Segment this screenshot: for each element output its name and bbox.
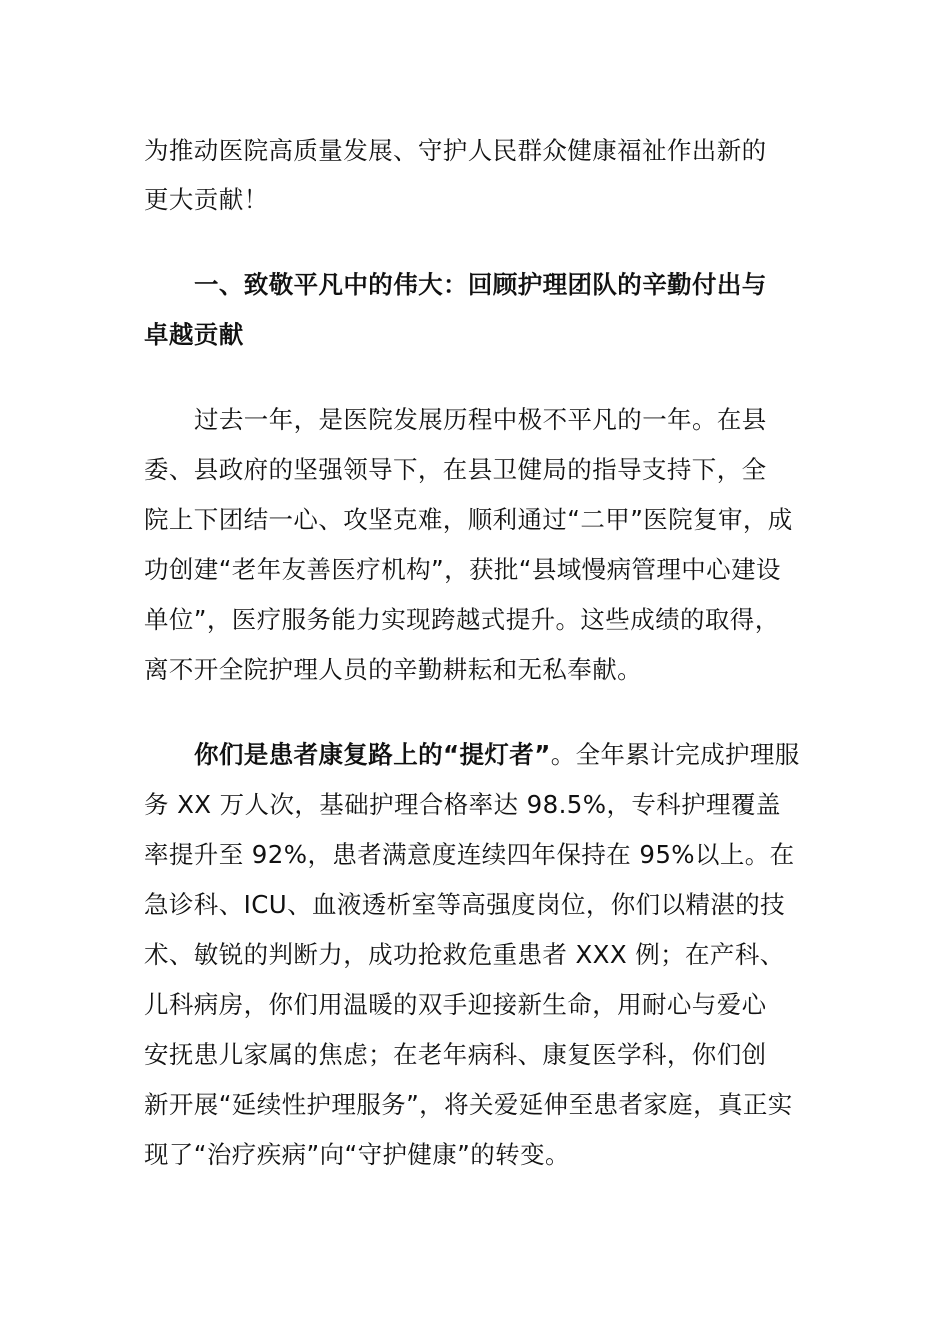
- paragraph2-line-7: 安抚患儿家属的焦虑；在老年病科、康复医学科，你们创: [144, 1040, 767, 1069]
- intro-line-1: 为推动医院高质量发展、守护人民群众健康福祉作出新的: [144, 136, 767, 165]
- paragraph2-lead-bold: 你们是患者康复路上的“提灯者”: [194, 740, 551, 769]
- paragraph2-line-1: [194, 740, 800, 769]
- paragraph1-line-4: 功创建“老年友善医疗机构”，获批“县域慢病管理中心建设: [144, 555, 781, 584]
- paragraph1-line-2: 委、县政府的坚强领导下，在县卫健局的指导支持下，全: [144, 455, 767, 484]
- paragraph2-line-6: 儿科病房，你们用温暖的双手迎接新生命，用耐心与爱心: [144, 990, 767, 1019]
- paragraph1-line-1: 过去一年，是医院发展历程中极不平凡的一年。在县: [194, 405, 767, 434]
- paragraph2-line-2: 务 XX 万人次，基础护理合格率达 98.5%，专科护理覆盖: [144, 790, 781, 819]
- paragraph1-line-3: 院上下团结一心、攻坚克难，顺利通过“二甲”医院复审，成: [144, 505, 793, 534]
- paragraph1-line-6: 离不开全院护理人员的辛勤耕耘和无私奉献。: [144, 655, 642, 684]
- paragraph2-line-8: 新开展“延续性护理服务”，将关爱延伸至患者家庭，真正实: [144, 1090, 793, 1119]
- paragraph2-line-5: 术、敏锐的判断力，成功抢救危重患者 XXX 例；在产科、: [144, 940, 785, 969]
- paragraph2-line-4: 急诊科、ICU、血液透析室等高强度岗位，你们以精湛的技: [144, 890, 786, 919]
- section-heading-line-1: 一、致敬平凡中的伟大：回顾护理团队的辛勤付出与: [194, 270, 767, 299]
- section-heading-line-2: 卓越贡献: [144, 320, 244, 349]
- paragraph2-line-9: 现了“治疗疾病”向“守护健康”的转变。: [144, 1140, 570, 1169]
- intro-line-2: 更大贡献！: [144, 185, 269, 214]
- paragraph1-line-5: 单位”，医疗服务能力实现跨越式提升。这些成绩的取得，: [144, 605, 780, 634]
- paragraph2-line-3: 率提升至 92%，患者满意度连续四年保持在 95%以上。在: [144, 840, 795, 869]
- paragraph2-lead-rest: 。全年累计完成护理服: [550, 740, 800, 769]
